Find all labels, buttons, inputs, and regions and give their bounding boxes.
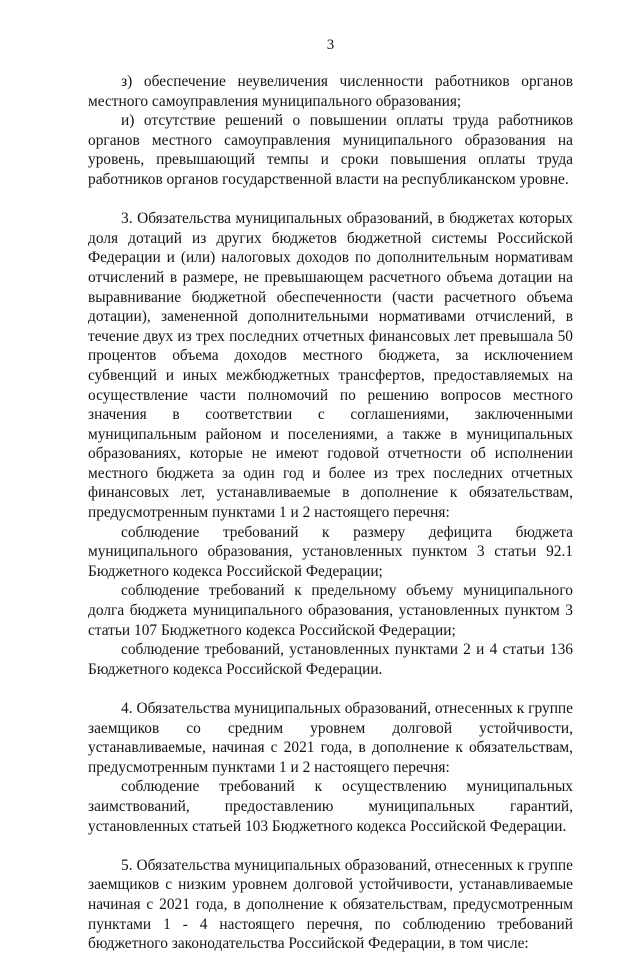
paragraph-section-4: 4. Обязательства муниципальных образований, отнесенных к группе заемщиков со средним уровнем долговой устойчивости, устанавливаемые, начиная с 2021 года, в дополнение к обязательствам, предусмотренным пунктами 1 и 2 настоящего перечня:: [88, 700, 573, 776]
paragraph-article-136-requirement: соблюдение требований, установленных пунктами 2 и 4 статьи 136 Бюджетного кодекса Российской Федерации.: [88, 641, 573, 678]
paragraph-item-i: и) отсутствие решений о повышении оплаты труда работников органов местного самоуправления муниципального образования на уровень, превышающий темпы и сроки повышения оплаты труда работников органов государственной власти на республиканском уровне.: [88, 112, 573, 188]
paragraph-item-z: з) обеспечение неувеличения численности работников органов местного самоуправления муниципального образования;: [88, 73, 573, 110]
page-number: 3: [326, 37, 335, 53]
paragraph-borrowing-requirement: соблюдение требований к осуществлению муниципальных заимствований, предоставлению муниципальных гарантий, установленных статьей 103 Бюджетного кодекса Российской Федерации.: [88, 778, 573, 835]
paragraph-deficit-requirement: соблюдение требований к размеру дефицита бюджета муниципального образования, установленных пунктом 3 статьи 92.1 Бюджетного кодекса Российской Федерации;: [88, 523, 573, 580]
paragraph-debt-requirement: соблюдение требований к предельному объему муниципального долга бюджета муниципального образования, установленных пунктом 3 статьи 107 Бюджетного кодекса Российской Федерации;: [88, 582, 573, 639]
paragraph-section-5: 5. Обязательства муниципальных образований, отнесенных к группе заемщиков с низким уровнем долговой устойчивости, устанавливаемые начиная с 2021 года, в дополнение к обязательствам, предусмотренным пунктами 1 - 4 настоящего перечня, по соблюдению требований бюджетного законодательства Российской Федерации, в том числе:: [88, 856, 573, 953]
paragraph-section-3: 3. Обязательства муниципальных образований, в бюджетах которых доля дотаций из других бюджетов бюджетной системы Российской Федерации и (или) налоговых доходов по дополнительным нормативам отчислений в размере, не превышающем расчетного объема дотации на выравнивание бюджетной обеспеченности (части расчетного объема дотации), замененной дополнительными нормативами отчислений, в течение двух из трех последних отчетных финансовых лет превышала 50 процентов объема доходов местного бюджета, за исключением субвенций и иных межбюджетных трансфертов, предоставляемых на осуществление части полномочий по решению вопросов местного значения в соответствии с соглашениями, заключенными муниципальным районом и поселениями, а также в муниципальных образованиях, которые не имеют годовой отчетности об исполнении местного бюджета за один год и более из трех последних отчетных финансовых лет, устанавливаемые в дополнение к обязательствам, предусмотренным пунктами 1 и 2 настоящего перечня:: [88, 210, 573, 522]
